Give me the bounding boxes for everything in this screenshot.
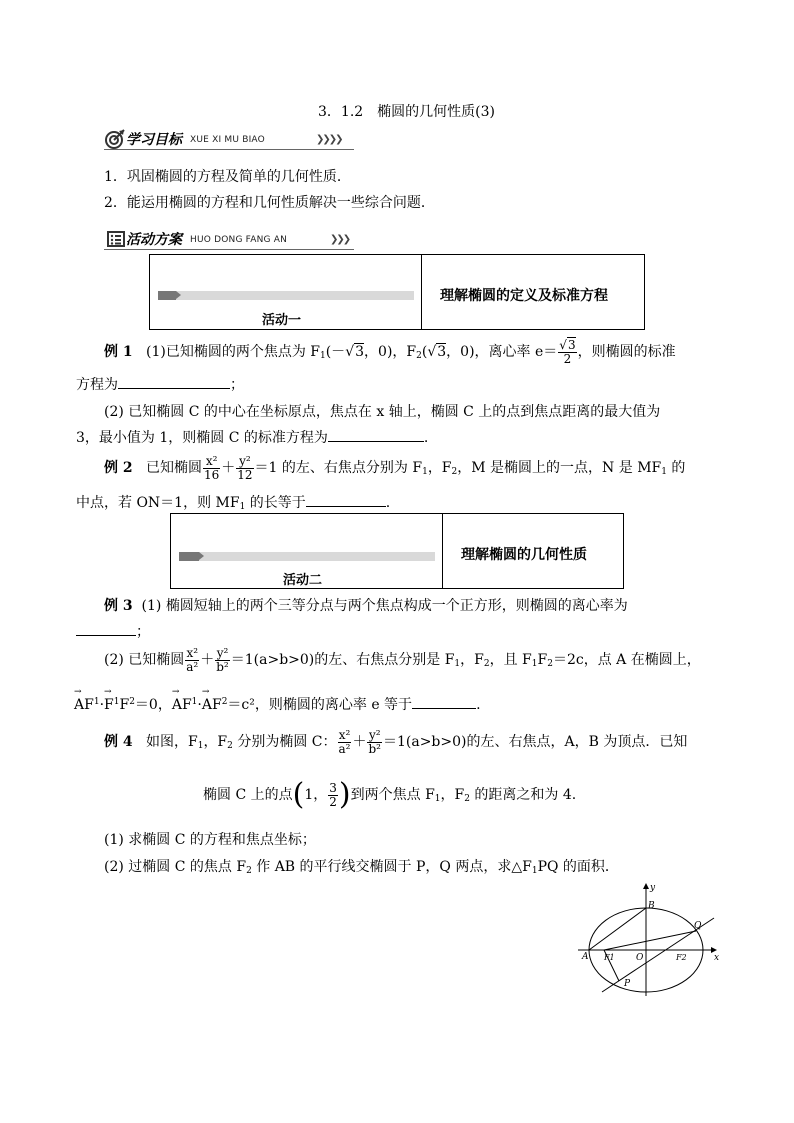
label-F2: F2 <box>676 953 687 962</box>
label-B: B <box>648 901 655 911</box>
activity-2-label: 活动二 <box>283 573 323 588</box>
eccentricity-fraction: $\frac{√3}{2}$ <box>559 337 576 366</box>
label-x: x <box>714 953 720 963</box>
segment-F1Q <box>604 931 696 950</box>
label-F1: F1 <box>604 953 615 962</box>
label-O: O <box>636 953 644 963</box>
example-4-label: 例 4 <box>104 734 133 750</box>
objectives-pinyin: XUE XI MU BIAO <box>190 135 265 145</box>
activities-label: 活动方案 <box>126 232 182 248</box>
activities-pinyin: HUO DONG FANG AN <box>190 235 288 245</box>
ellipse-figure <box>576 880 726 1000</box>
example-3-label: 例 3 <box>104 598 133 614</box>
example-2-line-1: 例 2 已知椭圆 $\frac{\text{x²}}{16}$ ＋ $\frac{\text{y²}}{12}$ ＝1 的左、右焦点分别为 $F_1$，$F_2$，M 是椭圆上的一点，N 是 $MF_1$ 的 <box>104 453 686 482</box>
example-3-line-1: 例 3 (1) 椭圆短轴上的两个三等分点与两个焦点构成一个正方形，则椭圆的离心率为 <box>104 598 628 614</box>
activities-banner <box>104 228 354 250</box>
chevron-icon: ❯❯❯ <box>330 234 350 245</box>
example-1-line-1: 例 1 (1)已知椭圆的两个焦点为 $F_1(-√3$，0)，$F_2(√3$，0)，离心率 e＝ $\frac{√3}{2}$ ，则椭圆的标准 <box>104 337 676 366</box>
label-A: A <box>582 952 589 962</box>
answer-blank[interactable] <box>306 494 386 507</box>
label-P: P <box>624 979 631 989</box>
example-1-part-2-line-2: 3，最小值为 1，则椭圆 C 的标准方程为 . <box>76 430 429 446</box>
answer-blank[interactable] <box>328 429 424 442</box>
page-title: 3．1.2 椭圆的几何性质(3) <box>318 104 496 120</box>
answer-blank[interactable] <box>412 696 476 709</box>
example-4-question-2: (2) 过椭圆 C 的焦点 $F_2$ 作 AB 的平行线交椭圆于 P，Q 两点，求$\triangle F_1PQ$ 的面积． <box>104 859 619 876</box>
example-4-line-1: 例 4 如图，$F_1$，$F_2$ 分别为椭圆 C： $\frac{\text{x²}}{\text{a²}}$ ＋ $\frac{\text{y²}}{\text{b²}}$ ＝1(a>b>0)的左、右焦点，A，B 为顶点．已知 <box>104 727 688 756</box>
answer-blank[interactable] <box>76 623 136 636</box>
chevron-icon: ❯❯❯❯ <box>316 134 342 145</box>
answer-blank[interactable] <box>118 376 230 389</box>
example-1-label: 例 1 <box>104 344 133 360</box>
segment-AB <box>589 908 646 950</box>
example-3-line-2: ； <box>76 621 150 641</box>
objective-1: 1．巩固椭圆的方程及简单的几何性质． <box>104 169 351 185</box>
example-4-question-1: (1) 求椭圆 C 的方程和焦点坐标； <box>104 832 316 848</box>
objectives-label: 学习目标 <box>126 132 182 148</box>
example-3-part-2-line-2: → $AF^1\cdot\to F^1F^2=0$，→ $AF^1\cdot\to AF^2=c^2$，则椭圆的离心率 e 等于 . <box>74 694 481 714</box>
example-2-line-2: 中点，若 ON＝1，则 $MF_1$ 的长等于 . <box>76 495 391 512</box>
target-icon <box>104 128 126 150</box>
objective-2: 2．能运用椭圆的方程和几何性质解决一些综合问题． <box>104 195 435 211</box>
example-2-label: 例 2 <box>104 460 133 476</box>
activity-2-box <box>170 513 624 589</box>
example-1-line-2: 方程为 ； <box>76 377 244 393</box>
activity-1-label: 活动一 <box>262 313 302 328</box>
label-Q: Q <box>694 921 702 931</box>
activity-1-box <box>149 254 645 330</box>
activity-1-goal: 理解椭圆的定义及标准方程 <box>440 288 608 304</box>
list-icon <box>104 228 126 250</box>
example-1-part-2-line-1: (2) 已知椭圆 C 的中心在坐标原点，焦点在 x 轴上，椭圆 C 上的点到焦点距离的最大值为 <box>104 404 661 420</box>
label-y: y <box>650 883 656 893</box>
example-3-part-2-line-1: (2) 已知椭圆 $\frac{\text{x²}}{\text{a²}}$ ＋ $\frac{\text{y²}}{\text{b²}}$ ＝1(a>b>0)的左、右焦点分别是 $F_1$，$F_2$，且 $F_1F_2=2c$，点 A 在椭圆上， <box>104 645 701 674</box>
activity-2-goal: 理解椭圆的几何性质 <box>461 547 587 563</box>
objectives-banner <box>104 128 354 150</box>
example-4-line-2: 椭圆 C 上的点(1， $\frac{3}{2}$ )到两个焦点 $F_1$，$F_2$ 的距离之和为 4. <box>203 777 577 812</box>
